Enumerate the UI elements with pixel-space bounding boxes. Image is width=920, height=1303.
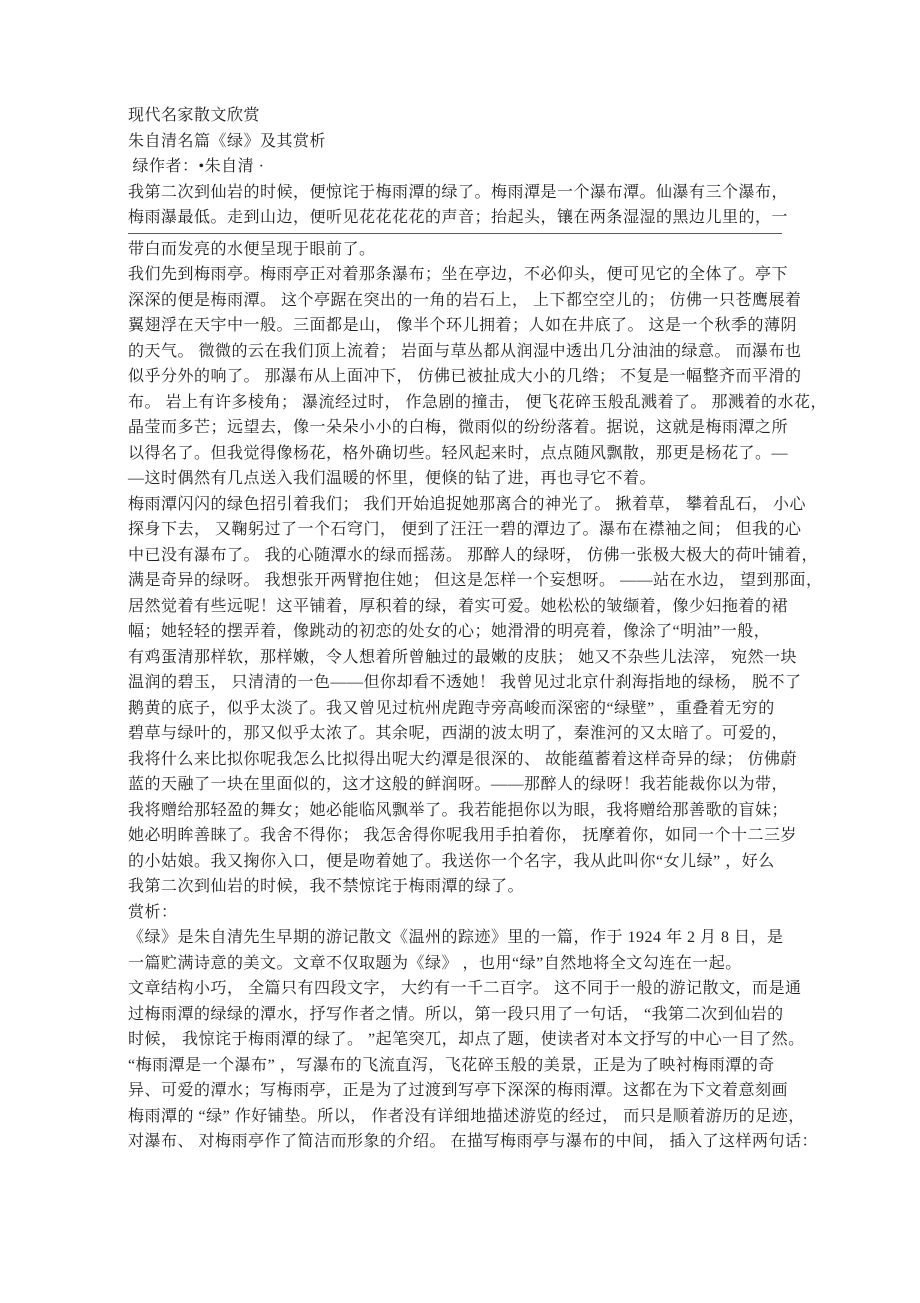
text-line: 碧草与绿叶的，那又似乎太浓了。其余呢，西湖的波太明了，秦淮河的又太暗了。可爱的， xyxy=(128,725,789,742)
text-line: 有鸡蛋清那样软，那样嫩，令人想着所曾触过的最嫩的皮肤； 她又不杂些儿法滓， 宛然一块 xyxy=(128,648,798,666)
text-line: —这时偶然有几点送入我们温暖的怀里，便倏的钻了进，再也寻它不着。 xyxy=(128,470,657,487)
document-subtitle: 朱自清名篇《绿》及其赏析 xyxy=(128,132,327,150)
text-line: 我第二次到仙岩的时候，便惊诧于梅雨潭的绿了。梅雨潭是一个瀑布潭。仙瀑有三个瀑布， xyxy=(128,183,789,201)
text-line: 以得名了。但我觉得像杨花，格外确切些。轻风起来时，点点随风飘散，那更是杨花了。— xyxy=(128,444,789,462)
text-line: 我将赠给那轻盈的舞女；她必能临风飘举了。我若能挹你以为眼，我将赠给那善歌的盲妹； xyxy=(128,801,789,819)
text-line: 梅雨潭闪闪的绿色招引着我们； 我们开始追捉她那离合的神光了。 揪着草， 攀着乱石， 小心 xyxy=(128,495,807,513)
text-line: 过梅雨潭的绿绿的潭水，抒写作者之情。所以，第一段只用了一句话， “我第二次到仙岩的 xyxy=(128,1005,784,1023)
text-line: 我们先到梅雨亭。梅雨亭正对着那条瀑布；坐在亭边，不必仰头，便可见它的全体了。亭下 xyxy=(128,266,789,283)
section-heading-appreciation: 赏析： xyxy=(128,903,178,921)
text-line: 时候， 我惊诧于梅雨潭的绿了。 ”起笔突兀，却点了题，使读者对本文抒写的中心一目了然。 xyxy=(128,1031,805,1048)
text-line: “梅雨潭是一个瀑布” ，写瀑布的飞流直泻，飞花碎玉般的美景，正是为了映衬梅雨潭的奇 xyxy=(128,1056,775,1074)
text-line: 梅雨潭的 “绿” 作好铺垫。所以， 作者没有详细地描述游览的经过， 而只是顺着游历的足迹， xyxy=(128,1107,805,1125)
text-line: 似乎分外的响了。 那瀑布从上面冲下， 仿佛已被扯成大小的几绺； 不复是一幅整齐而平滑的 xyxy=(128,368,802,385)
document-content xyxy=(128,103,828,1155)
text-line: 幅；她轻轻的摆弄着，像跳动的初恋的处女的心；她滑滑的明亮着，像涂了“明油”一般， xyxy=(128,623,771,640)
document-title: 现代名家散文欣赏 xyxy=(128,107,261,124)
text-line: 一篇贮满诗意的美文。文章不仅取题为《绿》 ，也用“绿”自然地将全文勾连在一起。 xyxy=(128,954,742,972)
text-line: 深深的便是梅雨潭。 这个亭踞在突出的一角的岩石上， 上下都空空儿的； 仿佛一只苍鹰展着 xyxy=(128,291,802,309)
text-line: 我将什么来比拟你呢我怎么比拟得出呢大约潭是很深的、 故能蕴蓄着这样奇异的绿； 仿佛蔚 xyxy=(128,750,798,768)
text-line: 文章结构小巧， 全篇只有四段文字， 大约有一千二百字。 这不同于一般的游记散文，而是通 xyxy=(128,980,802,997)
text-line: 中已没有瀑布了。 我的心随潭水的绿而摇荡。 那醉人的绿呀， 仿佛一张极大极大的荷叶铺着， xyxy=(128,546,819,564)
text-line: 晶莹而多芒；远望去，像一朵朵小小的白梅，微雨似的纷纷落着。据说，这就是梅雨潭之所 xyxy=(128,419,789,436)
text-line: 鹅黄的底子，似乎太淡了。我又曾见过杭州虎跑寺旁高峻而深密的“绿壁” ，重叠着无穷的 xyxy=(128,699,775,717)
horizontal-rule xyxy=(128,233,782,234)
text-line: 的天气。 微微的云在我们顶上流着； 岩面与草丛都从润湿中透出几分油油的绿意。 而瀑布也 xyxy=(128,342,802,360)
text-line: 蓝的天融了一块在里面似的，这才这般的鲜润呀。——那醉人的绿呀！我若能裁你以为带， xyxy=(128,776,789,793)
text-line: 她必明眸善睐了。我舍不得你； 我怎舍得你呢我用手拍着你， 抚摩着你，如同一个十二三岁 xyxy=(128,827,798,844)
author-byline: 绿作者：•朱自清 · xyxy=(128,158,265,175)
text-line: 《绿》是朱自清先生早期的游记散文《温州的踪迹》里的一篇，作于 1924 年 2 月 8 日，是 xyxy=(128,929,784,946)
text-line: 布。 岩上有许多棱角； 瀑流经过时， 作急剧的撞击， 便飞花碎玉般乱溅着了。 那溅着的水花， xyxy=(128,393,828,411)
text-line: 温润的碧玉， 只清清的一色——但你却看不透她！ 我曾见过北京什刹海指地的绿杨， 脱不了 xyxy=(128,674,802,691)
text-line: 翼翅浮在天宇中一般。三面都是山， 像半个环儿拥着；人如在井底了。 这是一个秋季的薄阴 xyxy=(128,317,798,334)
text-line: 对瀑布、 对梅雨亭作了简洁而形象的介绍。 在描写梅雨亭与瀑布的中间， 插入了这样两句话： xyxy=(128,1133,819,1150)
text-line: 梅雨瀑最低。走到山边，便听见花花花花的声音；抬起头，镶在两条湿湿的黑边儿里的，一 xyxy=(128,209,789,226)
text-line: 的小姑娘。我又掬你入口，便是吻着她了。我送你一个名字，我从此叫你“女儿绿” ，好么 xyxy=(128,852,775,870)
text-line: 满是奇异的绿呀。 我想张开两臂抱住她； 但这是怎样一个妄想呀。 ——站在水边， 望到那面， xyxy=(128,572,823,589)
text-line: 我第二次到仙岩的时候，我不禁惊诧于梅雨潭的绿了。 xyxy=(128,878,525,895)
text-line: 探身下去， 又鞠躬过了一个石穹门， 便到了汪汪一碧的潭边了。瀑布在襟袖之间； 但我的心 xyxy=(128,521,802,538)
text-line: 异、可爱的潭水；写梅雨亭，正是为了过渡到写亭下深深的梅雨潭。这都在为下文着意刻画 xyxy=(128,1082,789,1099)
text-line: 带白而发亮的水便呈现于眼前了。 xyxy=(128,240,376,258)
text-line: 居然觉着有些远呢！这平铺着，厚积着的绿，着实可爱。她松松的皱缬着，像少妇拖着的裙 xyxy=(128,597,789,615)
